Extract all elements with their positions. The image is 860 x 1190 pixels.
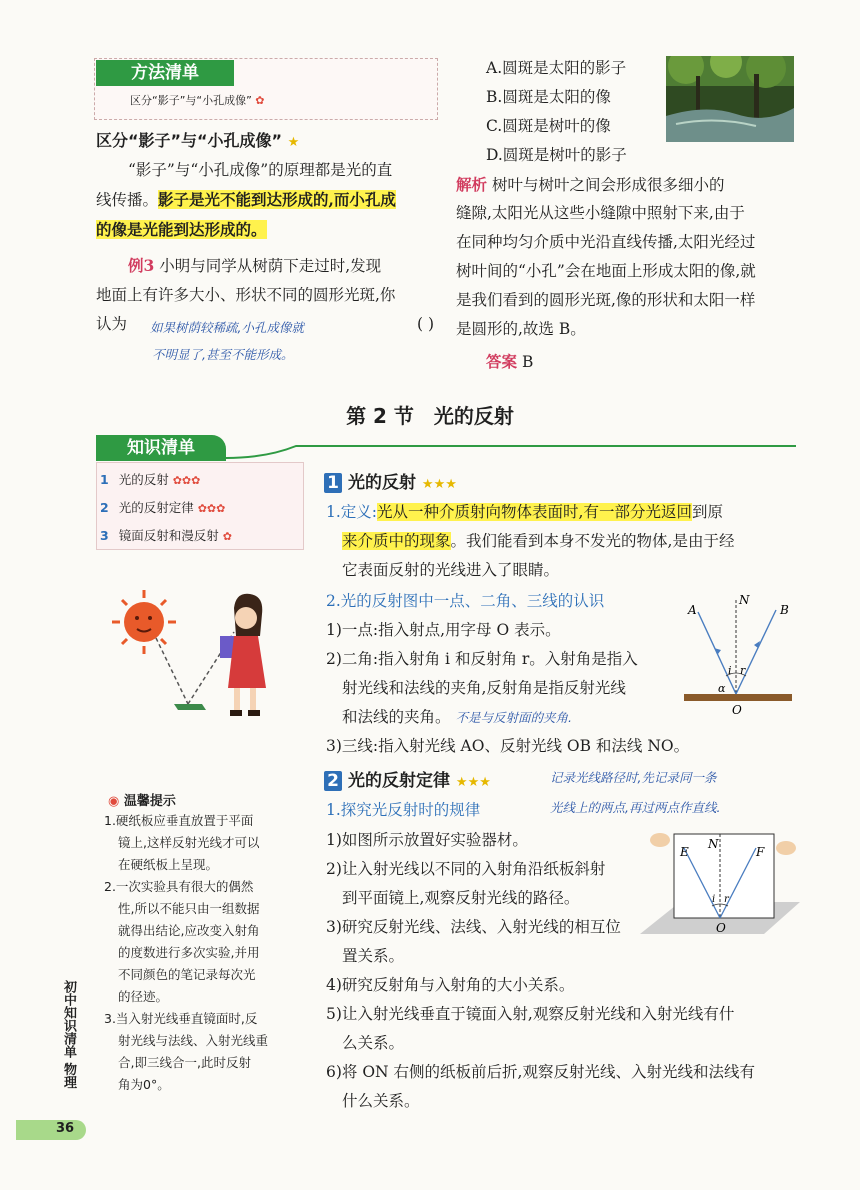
analysis-block [456, 170, 804, 200]
label-r: r [724, 894, 729, 905]
step-5a: 5)让入射光线垂直于镜面入射,观察反射光线和入射光线有什 [326, 1005, 735, 1023]
label-O: O [732, 703, 742, 716]
page-number: 36 [56, 1121, 75, 1136]
s1-title: 光的反射 [348, 473, 416, 493]
item-num: 3 [100, 528, 109, 543]
pt2-c [326, 703, 696, 732]
method-highlight-2: 的像是光能到达形成的。 [96, 220, 267, 239]
label-alpha: α [718, 682, 726, 695]
s2-number-badge: 2 [324, 771, 342, 791]
label-i: i [712, 894, 716, 905]
method-p1-line3 [96, 215, 442, 245]
def-highlight-2: 来介质中的现象 [342, 532, 451, 550]
item-label: 镜面反射和漫反射 [118, 528, 219, 543]
step-6b: 什么关系。 [342, 1092, 420, 1110]
pt1: 1)一点:指入射点,用字母 O 表示。 [326, 621, 561, 639]
analysis-line-2: 在同种均匀介质中光沿直线传播,太阳光经过 [456, 233, 756, 251]
method-p1b: 线传播。 [96, 191, 159, 209]
analysis-line-1: 缝隙,太阳光从这些小缝隙中照射下来,由于 [456, 204, 745, 222]
pt2-hand-note: 不是与反射面的夹角. [455, 710, 572, 725]
def-highlight-1: 光从一种介质射向物体表面时,有一部分光返回 [377, 503, 692, 521]
tips-list [104, 810, 300, 1096]
pt3: 3)三线:指入射光线 AO、反射光线 OB 和法线 NO。 [326, 737, 690, 755]
def-tail-1: 到原 [691, 503, 723, 521]
example-line1 [96, 251, 442, 281]
def-tail-2: 。我们能看到本身不发光的物体,是由于经 [450, 532, 735, 550]
tip-line: 2.一次实验具有很大的偶然 [104, 879, 254, 894]
label-B: B [780, 603, 789, 617]
tip-line: 在硬纸板上呈现。 [118, 857, 219, 872]
analysis-line-4: 是我们看到的圆形光斑,像的形状和太阳一样 [456, 291, 756, 309]
knowledge-item-3[interactable] [100, 526, 232, 544]
method-paragraph [96, 156, 442, 339]
hand-right-icon [776, 841, 796, 855]
analysis-line-3: 树叶间的“小孔”会在地面上形成太阳的像,就 [456, 262, 756, 280]
s1-heading [324, 468, 457, 493]
tip-line: 的径迹。 [118, 989, 169, 1004]
pt2-a: 2)二角:指入射角 i 和反射角 r。入射角是指入 [326, 650, 638, 668]
tip-line: 就得出结论,应改变入射角 [118, 923, 260, 938]
step-2b: 到平面镜上,观察反射光线的路径。 [342, 889, 580, 907]
item-num: 1 [100, 472, 109, 487]
example-text-c: 认为 [96, 315, 128, 333]
tip-line: 角为0°。 [118, 1077, 170, 1092]
tip-line: 3.当入射光线垂直镜面时,反 [104, 1011, 258, 1026]
knowledge-item-1[interactable] [100, 470, 200, 488]
knowledge-list-header: 知识清单 [96, 435, 226, 461]
s1-definition [326, 498, 796, 585]
s2-heading [324, 766, 491, 791]
step-4: 4)研究反射角与入射角的大小关系。 [326, 976, 575, 994]
method-sub-text: 区分“影子”与“小孔成像” [130, 94, 252, 107]
step-3b: 置关系。 [342, 947, 405, 965]
options-list [486, 54, 627, 170]
pt2-c-text: 和法线的夹角。 [342, 708, 451, 726]
tip-bullet-icon: ◉ [108, 794, 120, 809]
step-2a: 2)让入射光线以不同的入射角沿纸板斜射 [326, 860, 606, 878]
label-O: O [716, 921, 726, 935]
experiment-diagram [640, 826, 800, 938]
option-d: D.圆斑是树叶的影子 [486, 146, 627, 164]
star-icon: ✿ [255, 94, 265, 107]
girl-mirror-sun-illustration [110, 588, 300, 728]
tip-line: 合,即三线合一,此时反射 [118, 1055, 251, 1070]
s2-hand-note-1: 记录光线路径时,先记录同一条 [550, 770, 717, 785]
answer-paren: ( ) [416, 315, 434, 333]
analysis-label: 解析 [456, 175, 488, 194]
label-N: N [739, 593, 750, 607]
s2-sub1: 1.探究光反射时的规律 [326, 801, 481, 819]
tip-line: 不同颜色的笔记录每次光 [118, 967, 256, 982]
label-E: E [680, 845, 689, 859]
tips-title [108, 790, 176, 809]
pt2-b: 射光线和法线的夹角,反射角是指反射光线 [342, 679, 626, 697]
label-N: N [708, 837, 719, 851]
tip-line: 镜上,这样反射光线才可以 [118, 835, 260, 850]
answer-value: B [521, 353, 534, 371]
reflection-diagram [680, 592, 795, 716]
tip-line: 性,所以不能只由一组数据 [118, 901, 260, 916]
s2-title: 光的反射定律 [348, 771, 450, 791]
star-icon: ★ [287, 135, 300, 150]
three-star-icon: ★★★ [421, 477, 457, 492]
option-b: B.圆斑是太阳的像 [486, 88, 611, 106]
section-title: 第 2 节 光的反射 [346, 404, 514, 428]
method-list-subtitle [130, 92, 265, 108]
forest-stream-photo [666, 56, 794, 142]
tip-line: 的度数进行多次实验,并用 [118, 945, 260, 960]
method-p1-line1: “影子”与“小孔成像”的原理都是光的直 [128, 161, 393, 179]
def-line2 [326, 527, 796, 556]
one-star-icon: ✿ [222, 530, 232, 543]
header-rule [226, 440, 796, 460]
label-F: F [756, 845, 765, 859]
tip-1 [104, 810, 300, 876]
item-label: 光的反射 [118, 472, 169, 487]
sun-icon [112, 590, 176, 654]
tip-line: 射光线与法线、入射光线重 [118, 1033, 269, 1048]
method-heading [96, 128, 299, 151]
s2-steps-wide [326, 971, 796, 1116]
example-line2: 地面上有许多大小、形状不同的圆形光斑,你 [96, 286, 396, 304]
vertical-book-label: 初中知识清单 物理 [61, 980, 76, 1089]
s2-steps-narrow [326, 826, 656, 971]
tip-3 [104, 1008, 300, 1096]
def-line3: 它表面反射的光线进入了眼睛。 [342, 561, 560, 579]
method-p1-line2 [96, 185, 442, 215]
step-3a: 3)研究反射光线、法线、入射光线的相互位 [326, 918, 621, 936]
step-6a: 6)将 ON 右侧的纸板前后折,观察反射光线、入射光线和法线有 [326, 1063, 755, 1081]
analysis-line-5: 是圆形的,故选 B。 [456, 320, 586, 338]
analysis-rest [456, 199, 802, 377]
hand-left-icon [650, 833, 670, 847]
label-A: A [688, 603, 697, 617]
step-5b: 么关系。 [342, 1034, 405, 1052]
example-label: 例3 [128, 256, 155, 275]
girl-figure [220, 594, 266, 716]
handwritten-note-2: 不明显了,甚至不能形成。 [152, 347, 294, 362]
answer-line [486, 347, 802, 377]
example-text-a: 小明与同学从树荫下走过时,发现 [159, 257, 382, 275]
page-number-tab [16, 1120, 86, 1140]
option-c: C.圆斑是树叶的像 [486, 117, 611, 135]
three-star-icon: ✿✿✿ [197, 502, 226, 515]
method-heading-text: 区分“影子”与“小孔成像” [96, 131, 283, 150]
label-r: r [740, 664, 746, 677]
step-1: 1)如图所示放置好实验器材。 [326, 831, 528, 849]
analysis-line-0 [456, 170, 804, 200]
tips-title-text: 温馨提示 [123, 794, 176, 809]
three-star-icon: ★★★ [455, 775, 491, 790]
answer-label: 答案 [486, 352, 518, 371]
handwritten-note-1: 如果树荫较稀疏,小孔成像就 [150, 320, 304, 335]
s1-points [326, 616, 696, 732]
three-star-icon: ✿✿✿ [172, 474, 201, 487]
s1-sub2: 2.光的反射图中一点、二角、三线的认识 [326, 592, 605, 610]
s1-number-badge: 1 [324, 473, 342, 493]
item-num: 2 [100, 500, 109, 515]
def-label: 1.定义: [326, 503, 378, 521]
s2-hand-note-2: 光线上的两点,再过两点作直线. [550, 800, 721, 815]
analysis-text-0: 树叶与树叶之间会形成很多细小的 [491, 176, 725, 194]
method-highlight-1: 影子是光不能到达形成的,而小孔成 [158, 190, 396, 209]
label-i: i [728, 664, 732, 677]
item-label: 光的反射定律 [118, 500, 194, 515]
tip-line: 1.硬纸板应垂直放置于平面 [104, 813, 254, 828]
option-a: A.圆斑是太阳的影子 [486, 59, 627, 77]
method-list-header: 方法清单 [96, 60, 234, 86]
def-line1 [326, 498, 796, 527]
tip-2 [104, 876, 300, 1008]
knowledge-item-2[interactable] [100, 498, 225, 516]
